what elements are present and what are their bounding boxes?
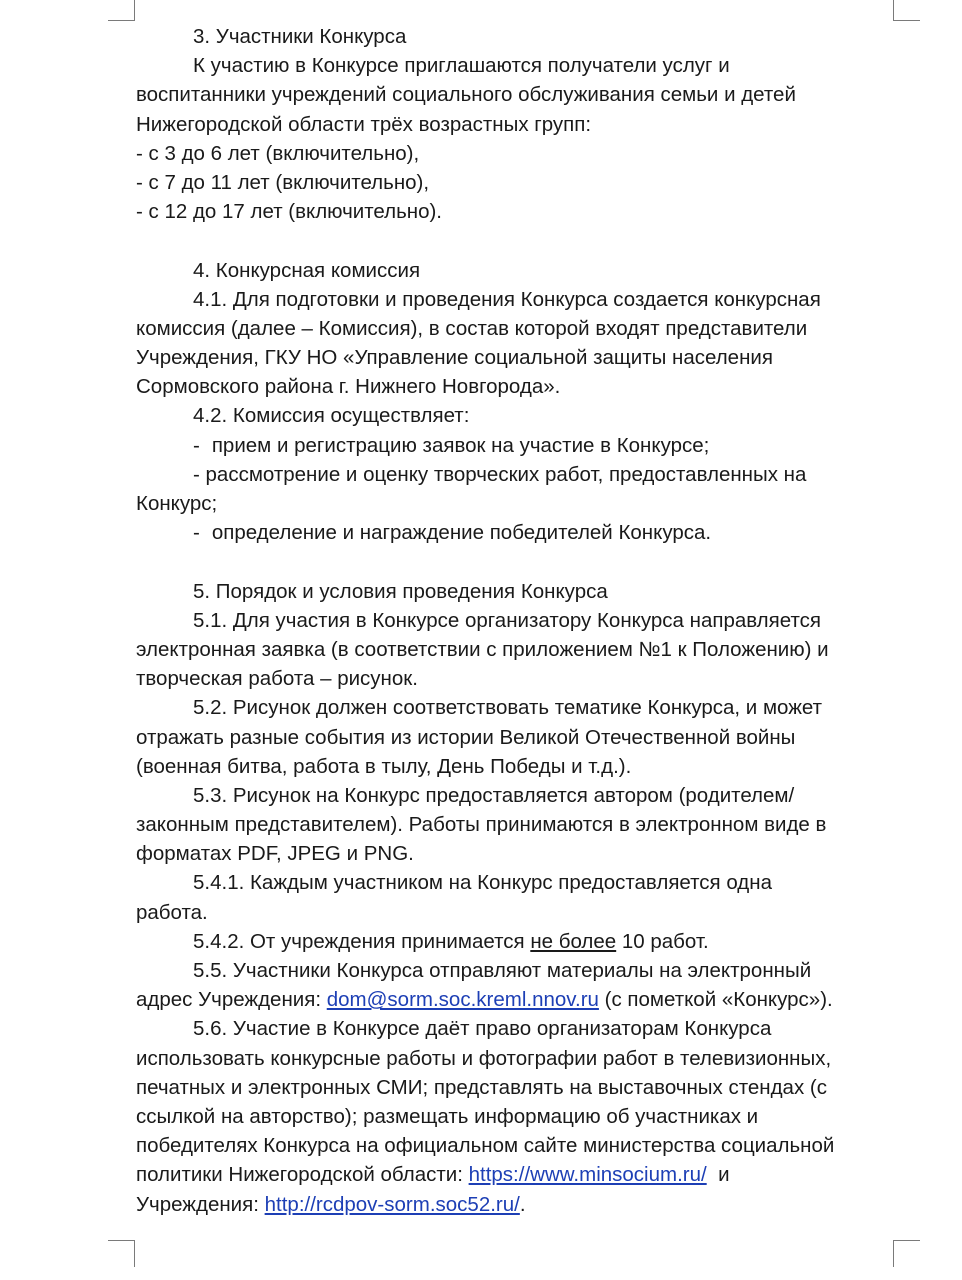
clause-5-6-line: 5.6. Участие в Конкурсе даёт право организаторам Конкурса [193,1017,772,1041]
section-3-heading: 3. Участники Конкурса [193,25,407,48]
spacer [136,547,896,576]
clause-text: политики Нижегородской области: [136,1163,469,1187]
spacer [136,226,896,255]
document-page [136,22,896,1219]
clause-text: адрес Учреждения: [136,988,327,1012]
clause-5-1-line: электронная заявка (в соответствии с приложением №1 к Положению) и [136,637,829,661]
page-corner-mark-bottom-left [108,1240,135,1267]
clause-5-4-1-line: работа. [136,900,208,924]
section-5-heading: 5. Порядок и условия проведения Конкурса [193,579,608,603]
clause-5-6-line [136,1190,896,1219]
clause-5-6-line: ссылкой на авторство); размещать информацию об участниках и [136,1104,759,1128]
clause-5-5-line: 5.5. Участники Конкурса отправляют материалы на электронный [193,959,812,982]
section-4-heading: 4. Конкурсная комиссия [193,258,421,282]
clause-text: и [706,1163,730,1187]
email-link[interactable]: dom@sorm.soc.kreml.nnov.ru [326,988,599,1012]
age-group-item: - с 12 до 17 лет (включительно). [136,200,442,224]
clause-4-1-line: Сормовского района г. Нижнего Новгорода». [136,375,561,399]
clause-4-1-line: комиссия (далее – Комиссия), в состав которой входят представители [136,316,808,340]
section-3-paragraph-line: воспитанники учреждений социального обслуживания семьи и детей [136,83,796,107]
clause-5-2-line: 5.2. Рисунок должен соответствовать тематике Конкурса, и может [193,696,823,720]
clause-5-2-line: (военная битва, работа в тылу, День Победы и т.д.). [136,754,632,778]
duty-text: прием и регистрацию заявок на участие в Конкурсе; [211,433,710,457]
clause-5-1-line: творческая работа – рисунок. [136,667,418,691]
underlined-text: не более [530,929,617,953]
clause-4-1-line: Учреждения, ГКУ НО «Управление социальной защиты населения [136,346,773,370]
clause-5-4-2-line [136,927,896,956]
clause-text: 5.4.2. От учреждения принимается [193,929,531,953]
page-corner-mark-top-left [108,0,135,21]
clause-5-6-line: печатных и электронных СМИ; представлять на выставочных стендах (с [136,1075,827,1099]
clause-5-5-line [136,985,896,1014]
commission-duty-item-continuation: Конкурс; [136,492,218,515]
clause-5-6-line: использовать конкурсные работы и фотографии работ в телевизионных, [136,1046,832,1070]
dash-marker: - [193,433,200,457]
commission-duty-item [136,518,896,547]
institution-site-link[interactable]: http://rcdpov-sorm.soc52.ru/ [264,1192,520,1216]
clause-5-1-line: 5.1. Для участия в Конкурсе организатору Конкурса направляется [193,608,821,632]
age-group-item: - с 7 до 11 лет (включительно), [136,170,430,194]
clause-5-6-line [136,1160,896,1189]
clause-text: (с пометкой «Конкурс»). [598,988,833,1012]
clause-text: . [519,1192,526,1216]
clause-5-3-line: 5.3. Рисунок на Конкурс предоставляется автором (родителем/ [193,783,795,807]
clause-4-2-line: 4.2. Комиссия осуществляет: [193,404,470,428]
page-corner-mark-bottom-right [893,1240,920,1267]
clause-5-2-line: отражать разные события из истории Великой Отечественной войны [136,725,796,749]
duty-text: определение и награждение победителей Конкурса. [211,521,712,545]
clause-5-4-1-line: 5.4.1. Каждым участником на Конкурс предоставляется одна [193,871,772,895]
dash-marker: - [193,521,200,545]
clause-5-3-line: форматах PDF, JPEG и PNG. [136,842,414,866]
commission-duty-item: - рассмотрение и оценку творческих работ, предоставленных на [193,462,807,486]
clause-5-6-line: победителях Конкурса на официальном сайте министерства социальной [136,1134,835,1158]
clause-text: Учреждения: [136,1192,265,1216]
clause-4-1-line: 4.1. Для подготовки и проведения Конкурса создается конкурсная [193,287,821,311]
ministry-site-link[interactable]: https://www.minsocium.ru/ [468,1163,707,1187]
age-group-item: - с 3 до 6 лет (включительно), [136,141,420,165]
clause-5-3-line: законным представителем). Работы принимаются в электронном виде в [136,813,827,837]
page-corner-mark-top-right [893,0,920,21]
commission-duty-item [136,431,896,460]
section-3-paragraph-line: Нижегородской области трёх возрастных групп: [136,112,592,136]
section-3-paragraph-line: К участию в Конкурсе приглашаются получатели услуг и [193,54,730,78]
clause-text: 10 работ. [616,929,709,953]
